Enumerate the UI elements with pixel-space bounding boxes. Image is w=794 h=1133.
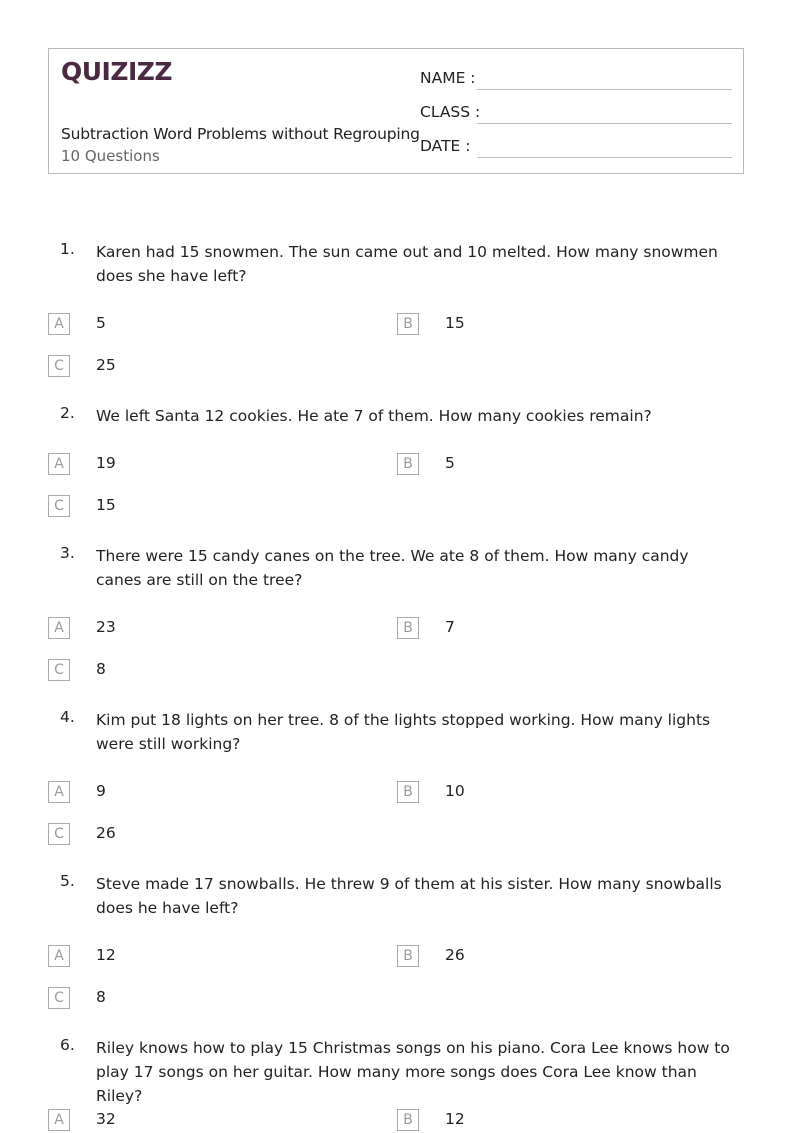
- option-letter: B: [397, 781, 419, 803]
- option-text: 26: [445, 946, 465, 964]
- option-letter: B: [397, 617, 419, 639]
- question-text: Riley knows how to play 15 Christmas songs on his piano. Cora Lee knows how to play 17 songs on her guitar. How many more songs does Cora Lee know than Riley?: [96, 1039, 730, 1105]
- question-number: 6.: [60, 1036, 75, 1054]
- class-label: CLASS :: [420, 103, 481, 121]
- option-letter: C: [48, 659, 70, 681]
- option-letter: C: [48, 823, 70, 845]
- question-count: 10 Questions: [61, 147, 160, 165]
- name-line[interactable]: [477, 89, 732, 90]
- option-letter: A: [48, 1109, 70, 1131]
- question-number: 4.: [60, 708, 75, 726]
- option-letter: A: [48, 617, 70, 639]
- question-text: Kim put 18 lights on her tree. 8 of the lights stopped working. How many lights were still working?: [96, 711, 711, 753]
- worksheet-title: Subtraction Word Problems without Regrouping: [61, 125, 420, 143]
- question-text: Steve made 17 snowballs. He threw 9 of them at his sister. How many snowballs does he have left?: [96, 875, 722, 917]
- option-letter: B: [397, 945, 419, 967]
- option-text: 9: [96, 782, 106, 800]
- option-letter: B: [397, 313, 419, 335]
- option-text: 26: [96, 824, 116, 842]
- option-letter: C: [48, 355, 70, 377]
- question-number: 1.: [60, 240, 75, 258]
- question-text: Karen had 15 snowmen. The sun came out and 10 melted. How many snowmen does she have left?: [96, 243, 718, 285]
- option-letter: A: [48, 781, 70, 803]
- option-letter: B: [397, 453, 419, 475]
- date-label: DATE :: [420, 137, 471, 155]
- option-letter: B: [397, 1109, 419, 1131]
- option-text: 12: [445, 1110, 465, 1128]
- worksheet-header: [48, 48, 744, 174]
- option-text: 15: [96, 496, 116, 514]
- option-letter: A: [48, 945, 70, 967]
- option-text: 25: [96, 356, 116, 374]
- name-label: NAME :: [420, 69, 476, 87]
- option-text: 8: [96, 660, 106, 678]
- option-letter: A: [48, 313, 70, 335]
- date-line[interactable]: [477, 157, 732, 158]
- option-text: 23: [96, 618, 116, 636]
- option-text: 15: [445, 314, 465, 332]
- question-number: 2.: [60, 404, 75, 422]
- option-text: 5: [445, 454, 455, 472]
- option-text: 5: [96, 314, 106, 332]
- option-letter: C: [48, 987, 70, 1009]
- option-letter: C: [48, 495, 70, 517]
- option-text: 32: [96, 1110, 116, 1128]
- question-number: 5.: [60, 872, 75, 890]
- question-text: We left Santa 12 cookies. He ate 7 of them. How many cookies remain?: [96, 407, 652, 425]
- option-text: 10: [445, 782, 465, 800]
- option-text: 19: [96, 454, 116, 472]
- quizizz-logo: QUIZIZZ: [61, 57, 173, 86]
- question-number: 3.: [60, 544, 75, 562]
- option-text: 8: [96, 988, 106, 1006]
- question-text: There were 15 candy canes on the tree. We ate 8 of them. How many candy canes are still on the tree?: [96, 547, 689, 589]
- class-line[interactable]: [477, 123, 732, 124]
- option-text: 12: [96, 946, 116, 964]
- option-text: 7: [445, 618, 455, 636]
- option-letter: A: [48, 453, 70, 475]
